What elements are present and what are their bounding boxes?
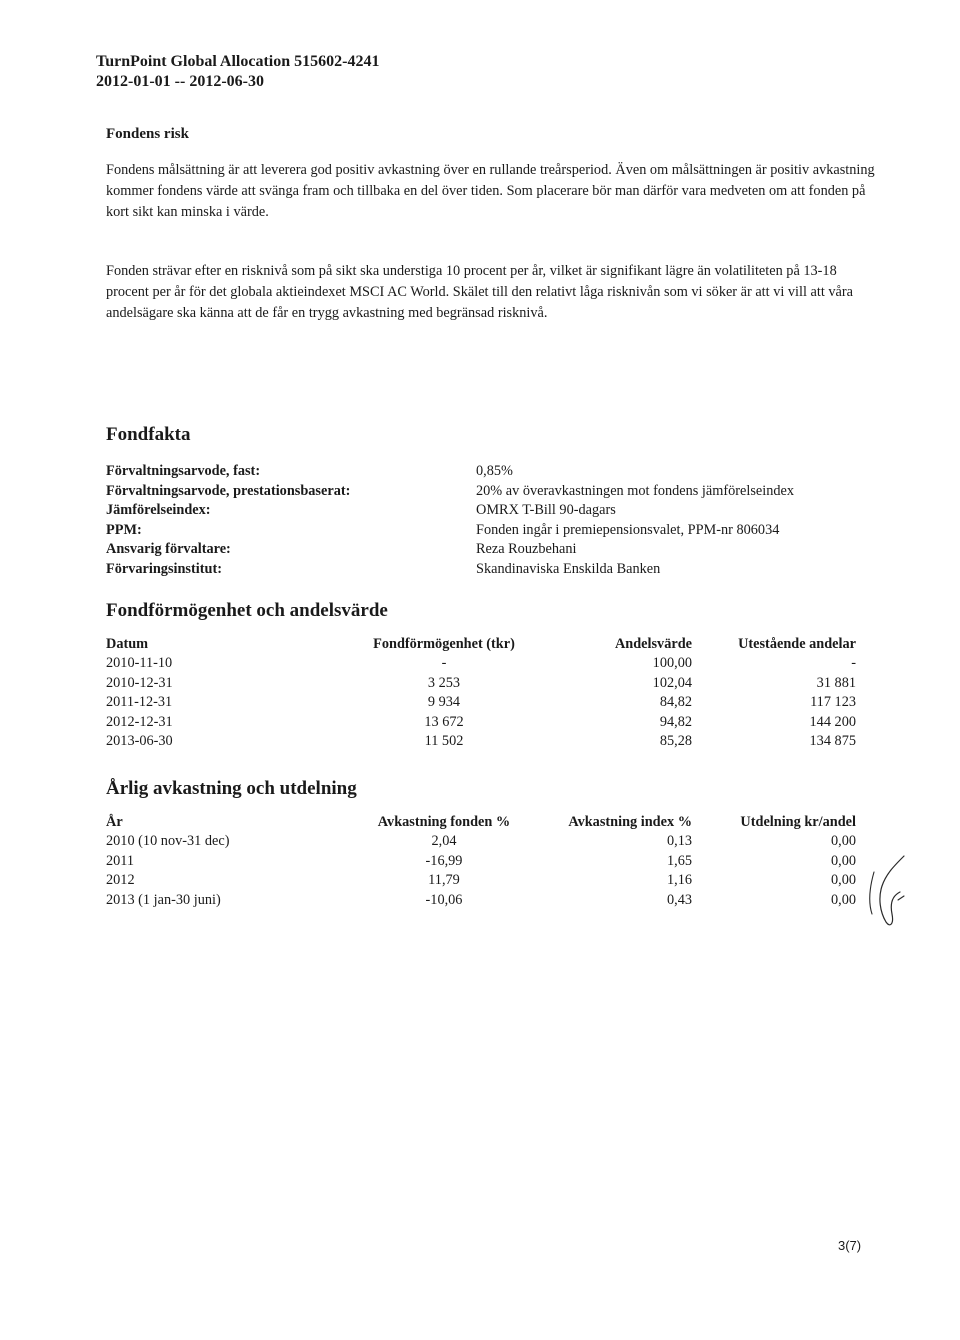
- table-cell: 94,82: [659, 713, 692, 730]
- table-cell: 1,16: [666, 872, 692, 889]
- fact-label: Jämförelseindex:: [106, 502, 211, 519]
- table-cell: 2010-12-31: [106, 674, 173, 691]
- fact-label: PPM:: [106, 521, 142, 538]
- fondfakta-list: [106, 462, 866, 580]
- table-cell: 1,65: [666, 852, 692, 869]
- risk-heading: Fondens risk: [106, 126, 189, 142]
- table-cell: 9 934: [427, 694, 461, 711]
- table-cell: 13 672: [424, 713, 464, 730]
- risk-paragraph-2: Fonden strävar efter en risknivå som på sikt ska understiga 10 procent per år, vilket är signifikant lägre än volatiliteten på 13-18 procent per år för det globala aktieindexet MSCI AC World. Skälet till den relativt låga risknivån som vi söker är att vi vill att våra andelsägare ska känna att de får en trygg avkastning med begränsad risknivå.: [106, 263, 853, 321]
- column-header: Avkastning index %: [568, 814, 692, 830]
- column-header: Utdelning kr/andel: [740, 814, 856, 830]
- fact-value: Fonden ingår i premiepensionsvalet, PPM-nr 806034: [476, 521, 780, 538]
- table-cell: 0,00: [830, 891, 856, 908]
- fact-label: Förvaltningsarvode, fast:: [106, 463, 261, 479]
- fact-row: [106, 501, 866, 521]
- fund-title: TurnPoint Global Allocation 515602-4241: [96, 53, 380, 70]
- table-row: [106, 693, 856, 713]
- return-table-header-row: [106, 812, 856, 832]
- table-cell: -: [851, 655, 856, 671]
- page-number: 3(7): [838, 1238, 862, 1253]
- table-cell: 2012-12-31: [106, 713, 173, 730]
- table-cell: 2011: [106, 852, 135, 869]
- table-cell: -16,99: [425, 852, 463, 869]
- table-cell: 11 502: [424, 733, 464, 750]
- document-header: [96, 52, 379, 92]
- table-cell: 31 881: [816, 674, 856, 691]
- table-cell: 0,43: [666, 891, 692, 908]
- nav-table: [106, 634, 856, 752]
- table-cell: 11,79: [428, 872, 460, 889]
- table-cell: 0,00: [830, 833, 856, 849]
- fact-value: Skandinaviska Enskilda Banken: [476, 560, 661, 577]
- report-period: 2012-01-01 -- 2012-06-30: [96, 73, 264, 90]
- table-cell: -10,06: [425, 891, 463, 908]
- table-row: [106, 891, 856, 911]
- fact-value: 20% av överavkastningen mot fondens jämförelseindex: [476, 482, 795, 499]
- table-cell: 100,00: [652, 655, 692, 671]
- fact-row: [106, 560, 866, 580]
- table-cell: 85,28: [659, 733, 692, 750]
- table-cell: 0,00: [830, 852, 856, 869]
- table-cell: 2012: [106, 872, 135, 889]
- table-cell: 134 875: [809, 733, 856, 750]
- table-row: [106, 654, 856, 674]
- table-row: [106, 852, 856, 872]
- column-header: Fondförmögenhet (tkr): [373, 636, 515, 652]
- table-cell: 0,00: [830, 872, 856, 889]
- table-cell: 3 253: [427, 674, 461, 691]
- fact-row: [106, 482, 866, 502]
- table-cell: 2013-06-30: [106, 733, 173, 750]
- column-header: Datum: [106, 636, 149, 652]
- table-row: [106, 732, 856, 752]
- table-row: [106, 713, 856, 733]
- table-cell: 2010-11-10: [106, 655, 173, 671]
- table-row: [106, 674, 856, 694]
- fact-value: 0,85%: [476, 463, 513, 479]
- table-cell: 2011-12-31: [106, 694, 173, 711]
- return-table-heading: Årlig avkastning och utdelning: [106, 778, 357, 799]
- column-header: År: [106, 814, 123, 830]
- fact-row: [106, 521, 866, 541]
- fondfakta-heading: Fondfakta: [106, 424, 191, 445]
- table-cell: 2010 (10 nov-31 dec): [106, 833, 230, 849]
- fact-label: Förvaltningsarvode, prestationsbaserat:: [106, 482, 351, 499]
- nav-table-header-row: [106, 634, 856, 654]
- column-header: Andelsvärde: [614, 636, 692, 652]
- table-cell: 117 123: [810, 694, 856, 711]
- fact-row: [106, 462, 866, 482]
- fact-row: [106, 540, 866, 560]
- table-cell: -: [441, 655, 447, 671]
- table-cell: 0,13: [666, 833, 692, 849]
- fact-label: Ansvarig förvaltare:: [106, 541, 231, 558]
- risk-paragraph-1: Fondens målsättning är att leverera god positiv avkastning över en rullande treårsperiod. Även om målsättningen är positiv avkastning kommer fondens värde att svänga fram och tillbaka en del över tiden. Som placerare bör man därför vara medveten om att fonden på kort sikt kan minska i värde.: [106, 162, 875, 220]
- nav-table-heading: Fondförmögenhet och andelsvärde: [106, 600, 388, 621]
- column-header: Avkastning fonden %: [377, 814, 511, 830]
- fact-value: OMRX T-Bill 90-dagars: [476, 502, 616, 519]
- table-cell: 102,04: [652, 674, 692, 691]
- table-row: [106, 832, 856, 852]
- fact-label: Förvaringsinstitut:: [106, 560, 222, 577]
- handwritten-initials: [864, 852, 912, 936]
- return-table: [106, 812, 856, 910]
- fact-value: Reza Rouzbehani: [476, 541, 577, 558]
- table-row: [106, 871, 856, 891]
- table-cell: 144 200: [809, 713, 856, 730]
- column-header: Utestående andelar: [738, 636, 856, 652]
- table-cell: 2013 (1 jan-30 juni): [106, 891, 221, 908]
- table-cell: 84,82: [659, 694, 692, 711]
- table-cell: 2,04: [431, 833, 457, 849]
